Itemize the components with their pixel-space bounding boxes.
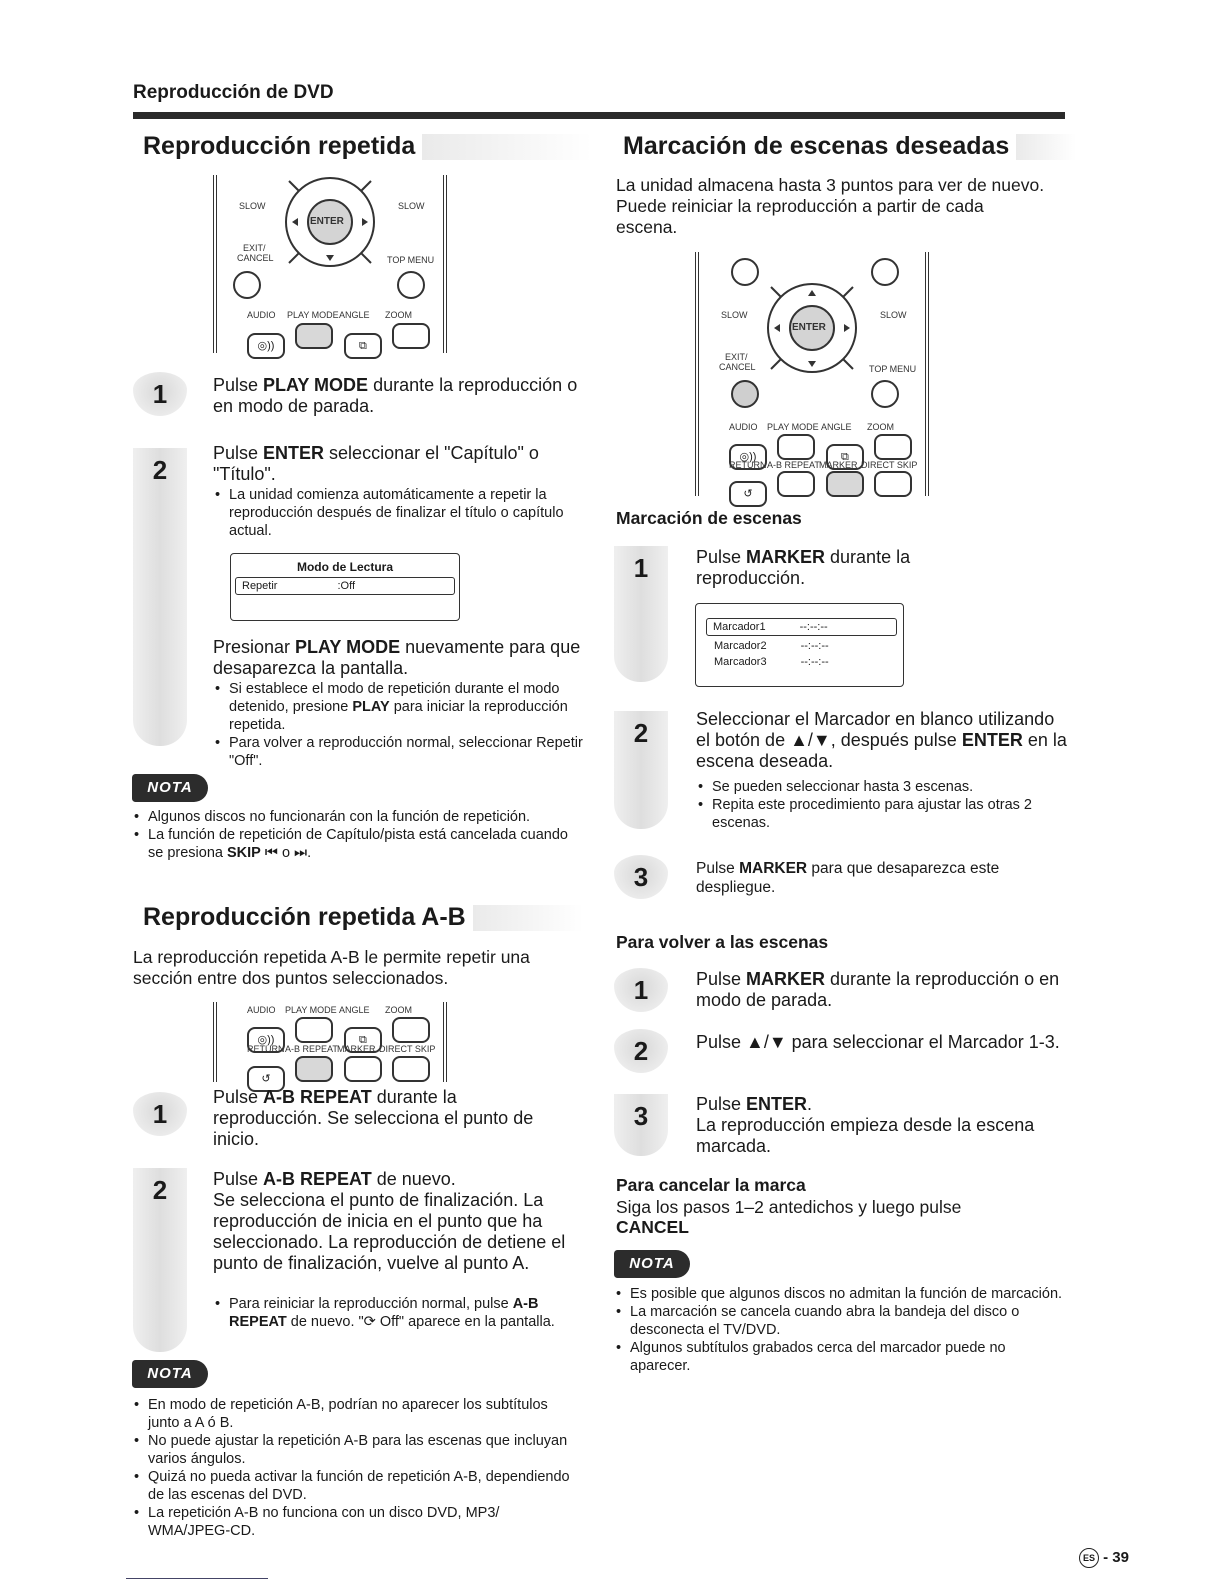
m-step-badge-2: 2 <box>633 718 649 748</box>
step-text-post: durante la reproducción o en modo de parada. <box>696 969 1060 1010</box>
notes-list-1 <box>132 808 582 862</box>
page-number-text: - 39 <box>1103 1548 1129 1566</box>
ab-step-badge-1: 1 <box>133 1092 187 1136</box>
play-mode-label: PLAY MODE <box>287 310 339 320</box>
notes-list-2 <box>132 1396 572 1540</box>
marker-row-1 <box>706 618 897 636</box>
step-text-post: nuevamente para que desaparezca la pantalla. <box>213 637 581 678</box>
remote-button-row-2 <box>729 471 912 507</box>
step-bar-2 <box>133 448 187 746</box>
zoom-label: ZOOM <box>867 422 894 432</box>
note-bold: SKIP <box>227 845 261 861</box>
m-step3-text <box>696 859 1056 897</box>
audio-label: AUDIO <box>247 1005 276 1015</box>
list-item: • Es posible que algunos discos no admitan la función de marcación. <box>614 1285 1069 1303</box>
marker-value-text: --:--:-- <box>799 621 828 633</box>
slow-fwd-label: SLOW <box>398 201 425 211</box>
step-badge-1: 1 <box>133 372 187 416</box>
angle-label: ANGLE <box>821 422 852 432</box>
top-menu-label: TOP MENU <box>387 255 435 265</box>
step-text-post: durante la reproducción. Se selecciona el punto de inicio. <box>213 1087 534 1149</box>
list-item: • La marcación se cancela cuando abra la bandeja del disco o desconecta el TV/DVD. <box>614 1303 1069 1339</box>
step-text-bold: ENTER <box>263 443 325 463</box>
list-item: • Para volver a reproducción normal, seleccionar Repetir "Off". <box>213 734 585 770</box>
list-item: • Algunos subtítulos grabados cerca del marcador puede no aparecer. <box>614 1339 1069 1375</box>
list-item: • La unidad comienza automáticamente a repetir la reproducción después de finalizar el título o capítulo actual. <box>213 486 585 540</box>
audio-label: AUDIO <box>247 310 276 320</box>
top-menu-button-icon <box>871 380 899 408</box>
bullet-pre: Para reiniciar la reproducción normal, pulse <box>229 1296 513 1312</box>
remote-diagram-2 <box>213 1002 447 1085</box>
r-step3-more: La reproducción empieza desde la escena marcada. <box>696 1115 1035 1156</box>
m-step2-bullets <box>696 778 1056 832</box>
step-text-post: . <box>807 1094 813 1114</box>
step-badge-2: 2 <box>152 455 168 485</box>
exit-label: EXIT/ <box>725 352 748 362</box>
step-text-pre: Pulse <box>213 443 264 463</box>
step-text-pre: Pulse <box>696 1094 747 1114</box>
zoom-button-icon <box>392 1017 430 1043</box>
zoom-button-icon <box>874 434 912 460</box>
step2b-bullets <box>213 680 585 770</box>
zoom-label: ZOOM <box>385 1005 412 1015</box>
step-text-pre: Pulse <box>213 1087 264 1107</box>
list-item: • Algunos discos no funcionarán con la función de repetición. <box>132 808 582 826</box>
top-menu-label: TOP MENU <box>869 364 917 374</box>
ab-repeat-label: A-B REPEAT <box>767 460 820 470</box>
nota-label-2: NOTA <box>132 1360 208 1388</box>
r-step1-text <box>696 969 1068 1011</box>
title-fade <box>473 905 583 931</box>
section-title-text: Reproducción repetida <box>143 132 416 160</box>
osd-marker-panel <box>695 603 904 687</box>
note-text: La función de repetición de Capítulo/pista está cancelada cuando se presiona <box>148 827 568 861</box>
remote-diagram-3 <box>695 252 929 500</box>
cancel-label: CANCEL <box>237 253 274 263</box>
section-title-marker <box>623 132 1076 161</box>
step-text-post: durante la reproducción. <box>696 547 911 588</box>
marker-label-text: Marcador2 <box>714 640 767 652</box>
ab-repeat-button-icon <box>295 1056 333 1082</box>
step-text-post: en la escena deseada. <box>696 730 1067 771</box>
m-step-badge-3: 3 <box>614 855 668 899</box>
subhead-volver: Para volver a las escenas <box>616 932 829 952</box>
marker-label: MARKER <box>819 460 858 470</box>
angle-label: ANGLE <box>339 1005 370 1015</box>
section-title-ab <box>143 903 583 932</box>
section-title-repeat <box>143 132 592 161</box>
step-text-post: para que desaparezca este despliegue. <box>696 860 1000 896</box>
play-mode-button-icon <box>777 434 815 460</box>
angle-button-icon: ⧉ <box>344 333 382 359</box>
section-title-text: Marcación de escenas deseadas <box>623 132 1010 160</box>
bullet-bold: A-B REPEAT <box>229 1296 539 1330</box>
ab-intro: La reproducción repetida A-B le permite repetir una sección entre dos puntos seleccionados. <box>133 947 530 988</box>
step2b-text <box>213 637 583 679</box>
osd-heading: Modo de Lectura <box>296 560 393 574</box>
page-header-title: Reproducción de DVD <box>133 82 334 103</box>
step-text-pre: Presionar <box>213 637 296 657</box>
step2-bullets <box>213 486 585 540</box>
step-text-post: durante la reproducción o en modo de parada. <box>213 375 578 416</box>
title-fade <box>1016 134 1076 160</box>
step-text-pre: Pulse <box>213 375 264 395</box>
return-label: RETURN <box>247 1044 285 1054</box>
step-text-bold: ENTER <box>746 1094 808 1114</box>
return-label: RETURN <box>729 460 767 470</box>
step-text-pre: Pulse <box>696 860 740 877</box>
step-text-bold: PLAY MODE <box>263 375 369 395</box>
audio-label: AUDIO <box>729 422 758 432</box>
r-step-badge-3: 3 <box>633 1101 649 1131</box>
m-step1-text <box>696 547 986 589</box>
step1-text <box>213 375 588 417</box>
enter-key-label: ENTER <box>792 322 826 333</box>
marker-label: MARKER <box>337 1044 376 1054</box>
direct-skip-label: DIRECT SKIP <box>379 1044 436 1054</box>
list-item <box>213 1295 573 1331</box>
page-number <box>1079 1548 1129 1568</box>
marker-label-text: Marcador3 <box>714 656 767 668</box>
footer-rule <box>126 1578 268 1579</box>
ab-step-badge-2: 2 <box>152 1175 168 1205</box>
step-text-bold: MARKER <box>739 860 808 877</box>
step-text-pre: Pulse <box>696 969 747 989</box>
exit-button-icon <box>233 271 261 299</box>
bullet-post: para iniciar la reproducción repetida. <box>229 699 568 733</box>
step-text-bold: MARKER <box>746 969 826 989</box>
m-step-badge-1: 1 <box>633 553 649 583</box>
ab-repeat-label: A-B REPEAT <box>285 1044 338 1054</box>
osd-row-value: :Off <box>337 580 355 592</box>
list-item: • En modo de repetición A-B, podrían no aparecer los subtítulos junto a A ó B. <box>132 1396 572 1432</box>
play-mode-label: PLAY MODE <box>767 422 819 432</box>
osd-repeat-row <box>235 577 455 595</box>
step-text-bold: A-B REPEAT <box>263 1169 372 1189</box>
step-text-bold: ENTER <box>961 730 1023 750</box>
marker-value-text: --:--:-- <box>800 656 829 668</box>
cancel-label: CANCEL <box>719 362 756 372</box>
slow-back-label: SLOW <box>721 310 748 320</box>
enter-key-label: ENTER <box>310 216 344 227</box>
note-tail: ⏮ o ⏭. <box>260 845 312 861</box>
step-text-pre: Pulse <box>696 547 747 567</box>
list-item <box>132 826 582 862</box>
ab-step2-more: Se selecciona el punto de finalización. La reproducción de inicia en el punto que ha seleccionado. La reproducción de detiene el punto de finalización, vuelve al punto A. <box>213 1190 566 1273</box>
audio-button-icon: ◎)) <box>247 333 285 359</box>
marker-label-text: Marcador1 <box>713 621 766 633</box>
ab-step2-text <box>213 1169 588 1190</box>
step-text-pre: Pulse <box>213 1169 264 1189</box>
play-mode-label: PLAY MODE <box>285 1005 337 1015</box>
step-text-bold: PLAY MODE <box>295 637 401 657</box>
direct-skip-label: DIRECT SKIP <box>861 460 918 470</box>
return-button-icon: ↺ <box>729 481 767 507</box>
step2-text <box>213 443 583 485</box>
ab-repeat-button-icon <box>777 471 815 497</box>
step-text-pre: Seleccionar el Marcador en blanco utilizando el botón de ▲/▼, después pulse <box>696 709 1055 750</box>
top-menu-button-icon <box>397 271 425 299</box>
list-item <box>213 680 585 734</box>
zoom-label: ZOOM <box>385 310 412 320</box>
m-step2-text <box>696 709 1068 772</box>
subhead-marcacion: Marcación de escenas <box>616 508 802 528</box>
language-badge: ES <box>1079 1548 1099 1568</box>
osd-row-label: Repetir <box>242 580 278 592</box>
list-item: • Repita este procedimiento para ajustar las otras 2 escenas. <box>696 796 1056 832</box>
r-step-badge-1: 1 <box>614 968 668 1012</box>
remote-diagram-1 <box>213 175 447 353</box>
list-item: • No puede ajustar la repetición A-B para las escenas que incluyan varios ángulos. <box>132 1432 572 1468</box>
bullet-post: de nuevo. "⟳ Off" aparece en la pantalla. <box>286 1314 555 1330</box>
direct-skip-button-icon <box>874 471 912 497</box>
title-fade <box>422 134 592 160</box>
marker-value-text: --:--:-- <box>800 640 829 652</box>
bullet-bold: PLAY <box>352 699 390 715</box>
r-step2-text: Pulse ▲/▼ para seleccionar el Marcador 1-3. <box>696 1032 1060 1052</box>
list-item: • Quizá no pueda activar la función de repetición A-B, dependiendo de las escenas del DVD. <box>132 1468 572 1504</box>
angle-button-icon: ⧉ <box>344 1027 382 1053</box>
exit-label: EXIT/ <box>243 243 266 253</box>
marker-button-icon <box>826 471 864 497</box>
ab-step1-text <box>213 1087 543 1150</box>
slow-fwd-label: SLOW <box>880 310 907 320</box>
remote-button-row <box>247 323 430 359</box>
audio-button-icon: ◎)) <box>729 444 767 470</box>
angle-button-icon: ⧉ <box>826 444 864 470</box>
step-text-bold: MARKER <box>746 547 826 567</box>
list-item: • La repetición A-B no funciona con un disco DVD, MP3/ WMA/JPEG-CD. <box>132 1504 572 1540</box>
marker-intro: La unidad almacena hasta 3 puntos para ver de nuevo. Puede reiniciar la reproducción a partir de cada escena. <box>616 175 1045 237</box>
bullet-pre: Si establece el modo de repetición durante el modo detenido, presione <box>229 681 560 715</box>
play-mode-button-icon <box>295 323 333 349</box>
direct-skip-button-icon <box>392 1056 430 1082</box>
nota-label-3: NOTA <box>614 1250 690 1278</box>
header-rule <box>133 112 1065 119</box>
return-button-icon: ↺ <box>247 1066 285 1092</box>
cancel-text: Siga los pasos 1–2 antedichos y luego pulse <box>616 1197 962 1217</box>
exit-button-icon <box>731 380 759 408</box>
marker-row-2 <box>708 638 903 654</box>
step-text-post: de nuevo. <box>371 1169 456 1189</box>
r-step3-text <box>696 1094 1068 1115</box>
step-text-bold: A-B REPEAT <box>263 1087 372 1107</box>
marker-button-icon <box>344 1056 382 1082</box>
osd-play-mode-panel <box>230 553 460 621</box>
step-text-post: seleccionar el "Capítulo" o "Título". <box>213 443 539 484</box>
r-step-badge-2: 2 <box>614 1029 668 1073</box>
subhead-cancelar: Para cancelar la marca <box>616 1175 806 1195</box>
list-item: • Se pueden seleccionar hasta 3 escenas. <box>696 778 1056 796</box>
zoom-button-icon <box>392 323 430 349</box>
notes-list-3 <box>614 1285 1069 1375</box>
audio-button-icon: ◎)) <box>247 1027 285 1053</box>
play-mode-button-icon <box>295 1017 333 1043</box>
cancel-bold: CANCEL <box>616 1217 689 1237</box>
section-title-text: Reproducción repetida A-B <box>143 903 466 931</box>
nota-label-1: NOTA <box>132 774 208 802</box>
slow-back-label: SLOW <box>239 201 266 211</box>
ab-step2-bullets <box>213 1295 573 1331</box>
angle-label: ANGLE <box>339 310 370 320</box>
marker-row-3 <box>708 654 903 670</box>
